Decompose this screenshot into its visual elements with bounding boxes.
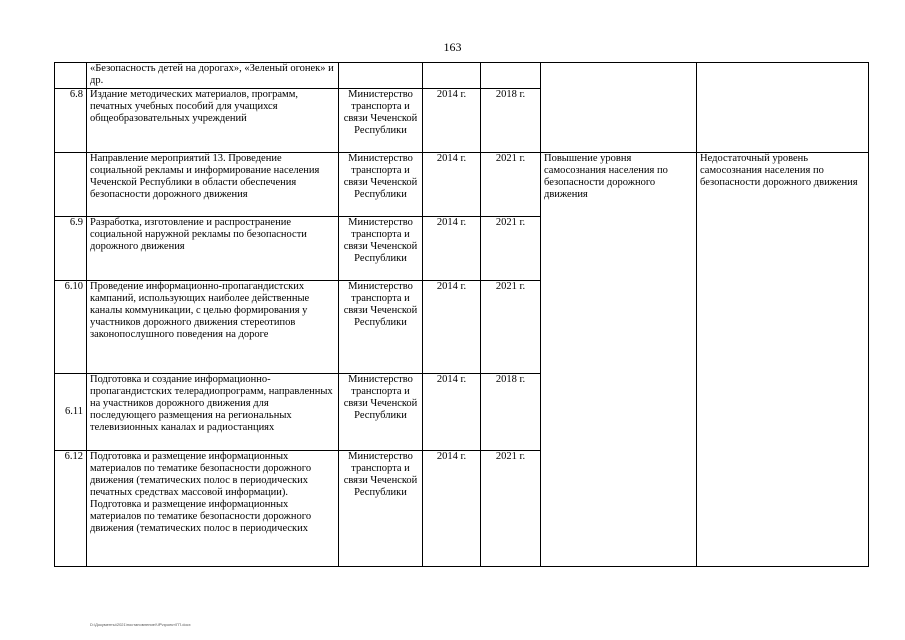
row-start-year: 2014 г.	[423, 451, 481, 567]
row-start-year: 2014 г.	[423, 217, 481, 281]
row-start-year: 2014 г.	[423, 89, 481, 153]
row-executor: Министерство транспорта и связи Чеченской Республики	[339, 281, 423, 374]
footer-file-path: D:\Документы\2021\постановление\ЧР\проект\ГП.docx	[90, 622, 191, 627]
expected-result: Повышение уровня самосознания населения по безопасности дорожного движения	[541, 153, 697, 567]
risk-description: Недостаточный уровень самосознания населения по безопасности дорожного движения	[697, 153, 869, 567]
page-number: 163	[443, 40, 462, 54]
row-description: Разработка, изготовление и распространение социальной наружной рекламы по безопасности дорожного движения	[87, 217, 339, 281]
row-end-year: 2018 г.	[481, 374, 541, 451]
table-row	[55, 153, 869, 217]
row-description: Проведение информационно-пропагандистских кампаний, использующих наиболее действенные каналы коммуникации, с целью формирования у участников дорожного движения стереотипов законопослушного поведения на дороге	[87, 281, 339, 374]
row-description: Подготовка и создание информационно-пропагандистских телерадиопрограмм, направленных на участников дорожного движения для последующего размещения на региональных телевизионных каналах и радиостанциях	[87, 374, 339, 451]
row-end-year: 2021 г.	[481, 281, 541, 374]
row-end-year: 2021 г.	[481, 451, 541, 567]
row-executor: Министерство транспорта и связи Чеченской Республики	[339, 217, 423, 281]
program-table	[54, 62, 869, 567]
row-description: Направление мероприятий 13. Проведение социальной рекламы и информирование населения Чеченской Республики в области обеспечения безопасности дорожного движения	[87, 153, 339, 217]
row-number: 6.10	[55, 281, 87, 374]
row-executor: Министерство транспорта и связи Чеченской Республики	[339, 89, 423, 153]
row-end-year: 2021 г.	[481, 153, 541, 217]
row-start-year: 2014 г.	[423, 374, 481, 451]
row-executor: Министерство транспорта и связи Чеченской Республики	[339, 153, 423, 217]
row-number	[55, 153, 87, 217]
row-description: Издание методических материалов, программ, печатных учебных пособий для учащихся общеобразовательных учреждений	[87, 89, 339, 153]
row-description: «Безопасность детей на дорогах», «Зеленый огонек» и др.	[87, 63, 339, 89]
row-number: 6.11	[55, 374, 87, 451]
row-description: Подготовка и размещение информационных материалов по тематике безопасности дорожного движения (тематических полос в периодических печатных средствах массовой информации). Подготовка и размещение информационных материалов по тематике безопасности дорожного движения (тематических полос в периодических	[87, 451, 339, 567]
row-number: 6.12	[55, 451, 87, 567]
row-executor: Министерство транспорта и связи Чеченской Республики	[339, 451, 423, 567]
row-start-year: 2014 г.	[423, 153, 481, 217]
row-number	[55, 63, 87, 89]
row-number: 6.8	[55, 89, 87, 153]
row-executor: Министерство транспорта и связи Чеченской Республики	[339, 374, 423, 451]
table-row	[55, 63, 869, 89]
row-end-year: 2018 г.	[481, 89, 541, 153]
row-number: 6.9	[55, 217, 87, 281]
row-end-year: 2021 г.	[481, 217, 541, 281]
row-start-year: 2014 г.	[423, 281, 481, 374]
